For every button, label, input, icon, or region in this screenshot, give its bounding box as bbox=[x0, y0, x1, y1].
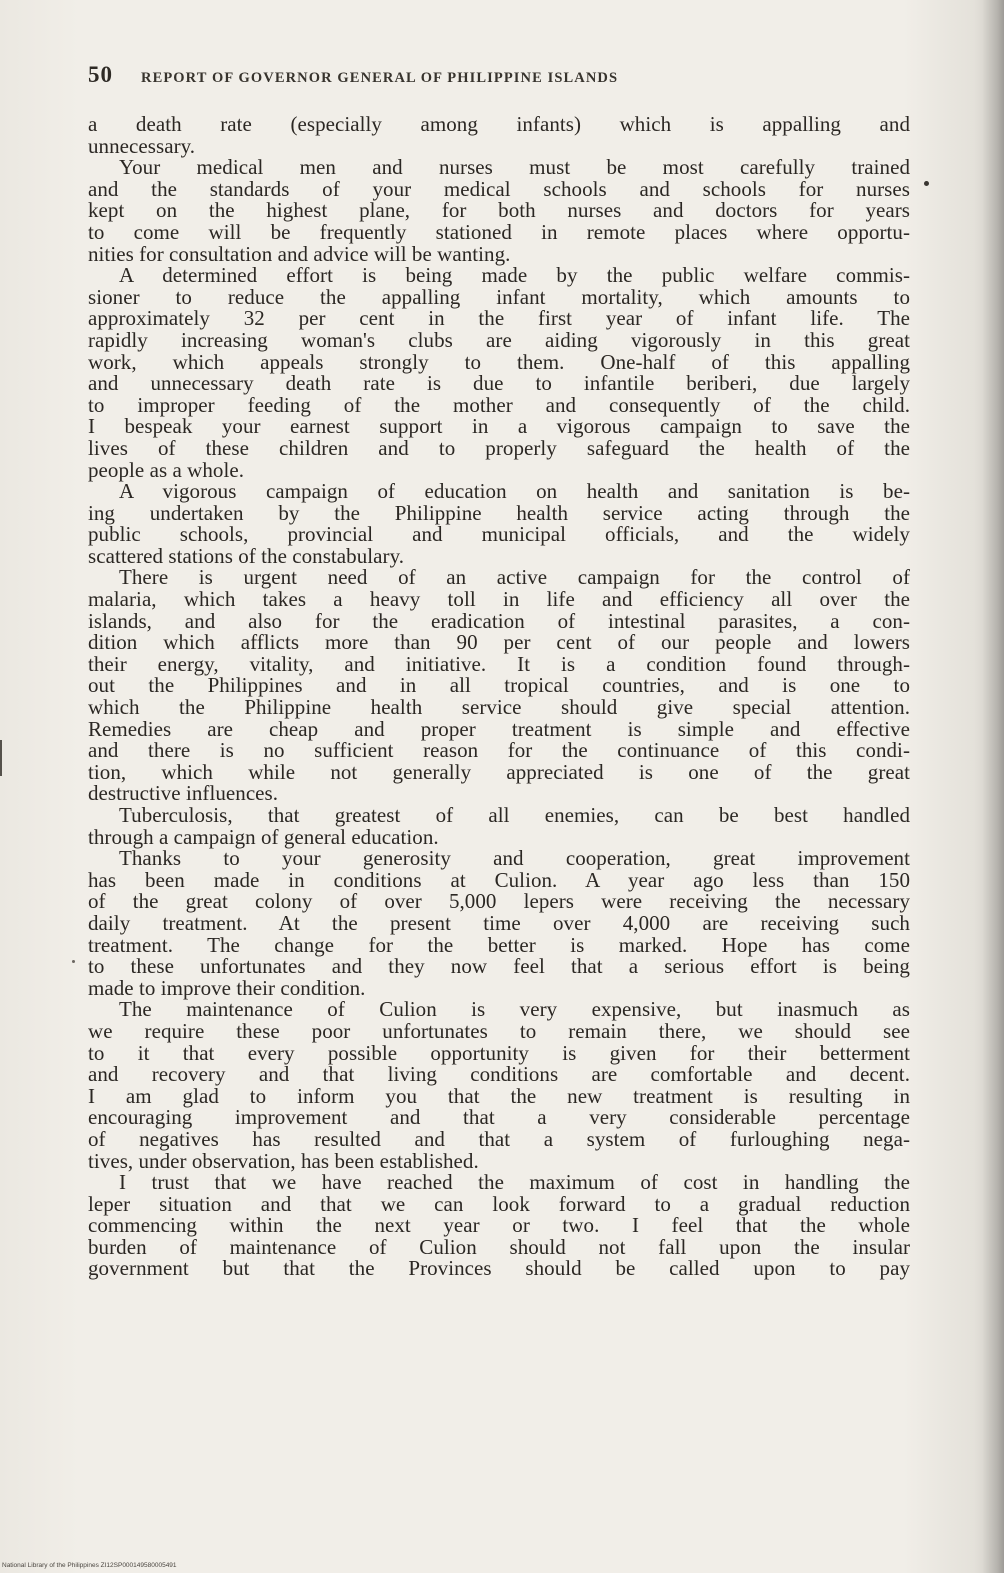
text-line: Your medical men and nurses must be most carefully trained bbox=[119, 155, 910, 180]
text-line: rapidly increasing woman's clubs are aiding vigorously in this great bbox=[88, 327, 910, 352]
text-line: to improper feeding of the mother and consequently of the child. bbox=[88, 392, 910, 417]
text-line: to come will be frequently stationed in remote places where opportu- bbox=[88, 219, 910, 244]
text-line: destructive influences. bbox=[88, 781, 279, 806]
text-line: of negatives has resulted and that a system of furloughing nega- bbox=[88, 1126, 910, 1151]
text-line: and there is no sufficient reason for the continuance of this condi- bbox=[88, 738, 910, 763]
text-line: leper situation and that we can look forward to a gradual reduction bbox=[88, 1191, 910, 1216]
text-line: I bespeak your earnest support in a vigorous campaign to save the bbox=[88, 414, 910, 439]
scan-footer: National Library of the Philippines ZI12SP000149580005491 bbox=[2, 1562, 177, 1569]
text-line: dition which afflicts more than 90 per cent of our people and lowers bbox=[88, 630, 910, 655]
text-line: a death rate (especially among infants) which is appalling and bbox=[88, 112, 910, 136]
text-line: encouraging improvement and that a very considerable percentage bbox=[88, 1105, 910, 1130]
text-line: has been made in conditions at Culion. A year ago less than 150 bbox=[88, 867, 910, 892]
text-line: to it that every possible opportunity is given for their betterment bbox=[88, 1040, 910, 1065]
text-line: The maintenance of Culion is very expensive, but inasmuch as bbox=[119, 997, 910, 1022]
text-line: islands, and also for the eradication of intestinal parasites, a con- bbox=[88, 608, 910, 633]
page-header bbox=[88, 62, 908, 92]
text-line: Thanks to your generosity and cooperation, great improvement bbox=[119, 846, 910, 871]
margin-mark-left bbox=[72, 960, 75, 963]
text-line: approximately 32 per cent in the first year of infant life. The bbox=[88, 306, 910, 331]
text-line: scattered stations of the constabulary. bbox=[88, 543, 405, 568]
text-line: treatment. The change for the better is marked. Hope has come bbox=[88, 932, 910, 957]
text-line: work, which appeals strongly to them. One-half of this appalling bbox=[88, 349, 910, 374]
text-line: ing undertaken by the Philippine health service acting through the bbox=[88, 500, 910, 525]
text-line: daily treatment. At the present time over 4,000 are receiving such bbox=[88, 910, 910, 935]
text-line: through a campaign of general education. bbox=[88, 824, 439, 849]
page-edge-shadow bbox=[982, 0, 1004, 1573]
text-line: people as a whole. bbox=[88, 457, 245, 482]
text-line: which the Philippine health service should give special attention. bbox=[88, 695, 910, 720]
page-number: 50 bbox=[88, 62, 113, 87]
text-line: made to improve their condition. bbox=[88, 975, 366, 1000]
text-line: I trust that we have reached the maximum of cost in handling the bbox=[119, 1170, 910, 1195]
left-edge-mark bbox=[0, 740, 2, 776]
text-line: I am glad to inform you that the new treatment is resulting in bbox=[88, 1083, 910, 1108]
margin-mark bbox=[924, 181, 929, 186]
text-line: tion, which while not generally appreciated is one of the great bbox=[88, 759, 910, 784]
text-line: A vigorous campaign of education on health and sanitation is be- bbox=[119, 479, 910, 504]
text-line: lives of these children and to properly safeguard the health of the bbox=[88, 435, 910, 460]
text-line: we require these poor unfortunates to remain there, we should see bbox=[88, 1018, 910, 1043]
text-line: their energy, vitality, and initiative. It is a condition found through- bbox=[88, 651, 910, 676]
text-line: out the Philippines and in all tropical countries, and is one to bbox=[88, 673, 910, 698]
text-line: Tuberculosis, that greatest of all enemies, can be best handled bbox=[119, 803, 910, 827]
text-line: to these unfortunates and they now feel that a serious effort is being bbox=[88, 954, 910, 979]
text-line: unnecessary. bbox=[88, 133, 196, 158]
text-line: commencing within the next year or two. I feel that the whole bbox=[88, 1213, 910, 1238]
text-line: sioner to reduce the appalling infant mortality, which amounts to bbox=[88, 284, 910, 309]
text-line: and the standards of your medical schools and schools for nurses bbox=[88, 176, 910, 201]
text-line: and recovery and that living conditions are comfortable and decent. bbox=[88, 1062, 910, 1087]
text-line: and unnecessary death rate is due to infantile beriberi, due largely bbox=[88, 371, 910, 396]
text-line: kept on the highest plane, for both nurses and doctors for years bbox=[88, 198, 910, 223]
text-line: malaria, which takes a heavy toll in life and efficiency all over the bbox=[88, 587, 910, 612]
text-line: There is urgent need of an active campaign for the control of bbox=[119, 565, 910, 590]
text-line: public schools, provincial and municipal officials, and the widely bbox=[88, 522, 910, 547]
text-line: nities for consultation and advice will be wanting. bbox=[88, 241, 511, 266]
text-line: of the great colony of over 5,000 lepers were receiving the necessary bbox=[88, 889, 910, 914]
text-line: tives, under observation, has been established. bbox=[88, 1148, 479, 1173]
body-text bbox=[88, 114, 910, 1280]
running-head: REPORT OF GOVERNOR GENERAL OF PHILIPPINE ISLANDS bbox=[141, 70, 619, 86]
text-line: government but that the Provinces should be called upon to pay bbox=[88, 1256, 910, 1281]
text-line: Remedies are cheap and proper treatment is simple and effective bbox=[88, 716, 910, 741]
text-line: A determined effort is being made by the public welfare commis- bbox=[119, 263, 910, 288]
text-line: burden of maintenance of Culion should not fall upon the insular bbox=[88, 1234, 910, 1259]
